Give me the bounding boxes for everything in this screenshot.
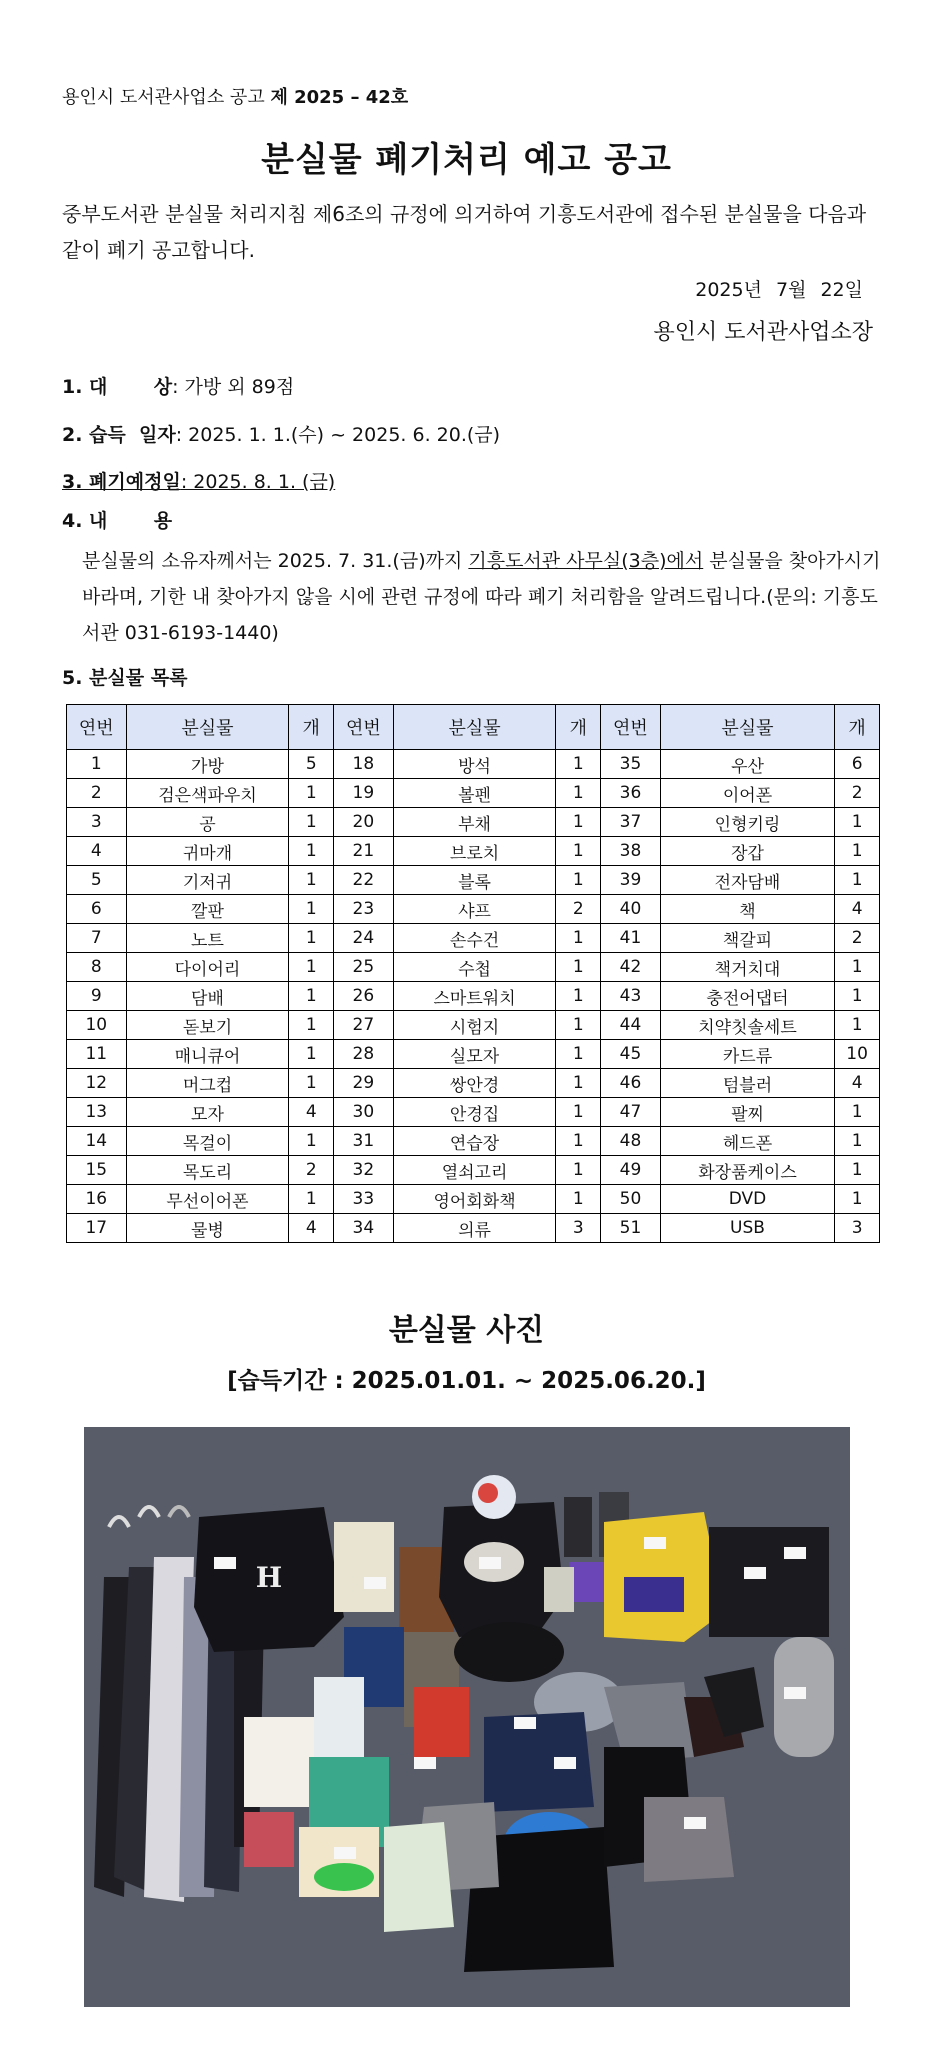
content-text	[82, 543, 882, 651]
table-cell: 28	[334, 1040, 394, 1069]
table-cell: 1	[289, 895, 334, 924]
table-header-row	[67, 705, 880, 750]
table-cell: 기저귀	[126, 866, 289, 895]
item-disposal-label: 3. 폐기예정일	[62, 471, 181, 493]
table-cell: 1	[289, 1185, 334, 1214]
table-cell: 손수건	[393, 924, 556, 953]
lost-items-table	[66, 704, 880, 1243]
table-cell: 1	[835, 1127, 880, 1156]
table-cell: 7	[67, 924, 127, 953]
table-row	[67, 1098, 880, 1127]
photo-section-title: 분실물 사진	[388, 1313, 545, 1348]
item-disposal	[62, 467, 335, 494]
table-cell: 화장품케이스	[660, 1156, 835, 1185]
table-cell: 방석	[393, 750, 556, 779]
table-cell: 1	[556, 1011, 601, 1040]
table-cell: 27	[334, 1011, 394, 1040]
table-cell: 책	[660, 895, 835, 924]
table-cell: 48	[601, 1127, 661, 1156]
table-row	[67, 866, 880, 895]
table-cell: 귀마개	[126, 837, 289, 866]
header-cell: 개	[289, 705, 334, 750]
table-cell: 1	[556, 953, 601, 982]
table-cell: 40	[601, 895, 661, 924]
black-bag	[194, 1507, 344, 1652]
table-cell: 13	[67, 1098, 127, 1127]
table-cell: 1	[835, 953, 880, 982]
table-cell: 45	[601, 1040, 661, 1069]
table-cell: 30	[334, 1098, 394, 1127]
table-cell: 1	[289, 866, 334, 895]
table-cell: USB	[660, 1214, 835, 1243]
table-cell: 1	[556, 837, 601, 866]
lost-items-photo-illustration	[84, 1427, 850, 2007]
item-acquired-value: : 2025. 1. 1.(수) ~ 2025. 6. 20.(금)	[175, 424, 501, 446]
item-target	[62, 372, 294, 399]
table-cell: 1	[289, 1040, 334, 1069]
table-row	[67, 1214, 880, 1243]
table-cell: 1	[289, 1127, 334, 1156]
table-cell: 1	[835, 1011, 880, 1040]
table-cell: 4	[835, 895, 880, 924]
table-cell: 16	[67, 1185, 127, 1214]
table-cell: 돋보기	[126, 1011, 289, 1040]
table-cell: 32	[334, 1156, 394, 1185]
item-list	[62, 663, 187, 690]
bag-letter: H	[255, 1561, 283, 1594]
table-cell: 충전어댑터	[660, 982, 835, 1011]
table-row	[67, 1156, 880, 1185]
header-cell: 연번	[601, 705, 661, 750]
table-cell: 헤드폰	[660, 1127, 835, 1156]
table-row	[67, 895, 880, 924]
table-cell: 1	[289, 953, 334, 982]
page-title: 분실물 폐기처리 예고 공고	[261, 140, 672, 180]
table-cell: 10	[67, 1011, 127, 1040]
table-cell: 2	[835, 924, 880, 953]
table-cell: 2	[556, 895, 601, 924]
table-cell: 39	[601, 866, 661, 895]
table-cell: 3	[67, 808, 127, 837]
table-cell: 46	[601, 1069, 661, 1098]
table-cell: 11	[67, 1040, 127, 1069]
content-text-1: 분실물의 소유자께서는 2025. 7. 31.(금)까지	[82, 550, 469, 572]
table-cell: 26	[334, 982, 394, 1011]
table-cell: 1	[556, 866, 601, 895]
table-cell: 샤프	[393, 895, 556, 924]
table-cell: 깔판	[126, 895, 289, 924]
table-row	[67, 1011, 880, 1040]
table-cell: 안경집	[393, 1098, 556, 1127]
table-cell: 우산	[660, 750, 835, 779]
table-cell: 21	[334, 837, 394, 866]
table-cell: 쌍안경	[393, 1069, 556, 1098]
table-cell: 담배	[126, 982, 289, 1011]
table-cell: 50	[601, 1185, 661, 1214]
table-cell: 41	[601, 924, 661, 953]
table-cell: 장갑	[660, 837, 835, 866]
table-cell: 머그컵	[126, 1069, 289, 1098]
table-cell: 1	[556, 1127, 601, 1156]
table-cell: 1	[835, 1185, 880, 1214]
table-cell: 인형키링	[660, 808, 835, 837]
table-cell: 18	[334, 750, 394, 779]
table-row	[67, 1185, 880, 1214]
table-cell: 실모자	[393, 1040, 556, 1069]
table-cell: 34	[334, 1214, 394, 1243]
table-cell: DVD	[660, 1185, 835, 1214]
header-cell: 분실물	[660, 705, 835, 750]
table-cell: 38	[601, 837, 661, 866]
item-acquired	[62, 420, 500, 447]
table-cell: 1	[289, 779, 334, 808]
table-cell: 31	[334, 1127, 394, 1156]
table-cell: 이어폰	[660, 779, 835, 808]
item-content-label: 4. 내 용	[62, 510, 173, 532]
table-cell: 카드류	[660, 1040, 835, 1069]
table-cell: 35	[601, 750, 661, 779]
table-cell: 시험지	[393, 1011, 556, 1040]
table-cell: 1	[289, 837, 334, 866]
content-text-2: 분실물을 찾아가시기 바라며, 기한 내 찾아가지 않을 시에 관련 규정에 따라 폐기 처리함을 알려드립니다.(문의: 기흥도서관 031-6193-1440)	[82, 550, 881, 644]
table-cell: 치약칫솔세트	[660, 1011, 835, 1040]
table-cell: 수첩	[393, 953, 556, 982]
table-row	[67, 1040, 880, 1069]
table-cell: 1	[289, 1011, 334, 1040]
table-cell: 공	[126, 808, 289, 837]
table-cell: 1	[835, 1156, 880, 1185]
table-cell: 책거치대	[660, 953, 835, 982]
table-cell: 무선이어폰	[126, 1185, 289, 1214]
table-cell: 1	[289, 808, 334, 837]
table-cell: 19	[334, 779, 394, 808]
content-office-link: 기흥도서관 사무실(3층)에서	[468, 550, 704, 572]
intro-text: 중부도서관 분실물 처리지침 제6조의 규정에 의거하여 기흥도서관에 접수된 분실물을 다음과 같이 폐기 공고합니다.	[62, 202, 867, 262]
table-row	[67, 779, 880, 808]
header-cell: 개	[835, 705, 880, 750]
table-cell: 4	[67, 837, 127, 866]
table-cell: 6	[67, 895, 127, 924]
table-cell: 블록	[393, 866, 556, 895]
table-cell: 2	[67, 779, 127, 808]
table-cell: 가방	[126, 750, 289, 779]
table-row	[67, 1069, 880, 1098]
table-cell: 44	[601, 1011, 661, 1040]
table-cell: 9	[67, 982, 127, 1011]
table-cell: 10	[835, 1040, 880, 1069]
header-cell: 연번	[334, 705, 394, 750]
table-cell: 3	[556, 1214, 601, 1243]
table-cell: 1	[556, 924, 601, 953]
table-cell: 매니큐어	[126, 1040, 289, 1069]
table-cell: 6	[835, 750, 880, 779]
table-cell: 47	[601, 1098, 661, 1127]
table-cell: 볼펜	[393, 779, 556, 808]
table-cell: 책갈피	[660, 924, 835, 953]
table-cell: 4	[289, 1098, 334, 1127]
table-cell: 51	[601, 1214, 661, 1243]
notice-number	[62, 83, 408, 109]
table-cell: 1	[289, 924, 334, 953]
table-row	[67, 837, 880, 866]
item-target-label: 1. 대 상	[62, 376, 173, 398]
table-cell: 전자담배	[660, 866, 835, 895]
table-cell: 열쇠고리	[393, 1156, 556, 1185]
table-cell: 5	[289, 750, 334, 779]
table-cell: 검은색파우치	[126, 779, 289, 808]
lost-items-photo	[84, 1427, 850, 2007]
table-cell: 1	[556, 779, 601, 808]
table-cell: 1	[556, 808, 601, 837]
table-cell: 1	[289, 982, 334, 1011]
table-cell: 43	[601, 982, 661, 1011]
table-row	[67, 808, 880, 837]
table-cell: 연습장	[393, 1127, 556, 1156]
table-cell: 부채	[393, 808, 556, 837]
table-cell: 팔찌	[660, 1098, 835, 1127]
table-cell: 24	[334, 924, 394, 953]
table-cell: 1	[835, 866, 880, 895]
table-row	[67, 953, 880, 982]
table-cell: 모자	[126, 1098, 289, 1127]
header-cell: 분실물	[126, 705, 289, 750]
table-row	[67, 750, 880, 779]
table-cell: 브로치	[393, 837, 556, 866]
table-cell: 15	[67, 1156, 127, 1185]
table-row	[67, 924, 880, 953]
table-cell: 12	[67, 1069, 127, 1098]
table-cell: 목도리	[126, 1156, 289, 1185]
issuer: 용인시 도서관사업소장	[653, 320, 873, 345]
item-disposal-value: : 2025. 8. 1. (금)	[180, 471, 336, 493]
table-cell: 1	[556, 750, 601, 779]
table-cell: 8	[67, 953, 127, 982]
table-cell: 1	[835, 808, 880, 837]
table-cell: 2	[289, 1156, 334, 1185]
item-acquired-label: 2. 습득 일자	[62, 424, 176, 446]
table-cell: 36	[601, 779, 661, 808]
table-cell: 스마트워치	[393, 982, 556, 1011]
table-cell: 37	[601, 808, 661, 837]
table-cell: 1	[835, 1098, 880, 1127]
table-row	[67, 982, 880, 1011]
table-cell: 목걸이	[126, 1127, 289, 1156]
table-cell: 1	[67, 750, 127, 779]
table-cell: 17	[67, 1214, 127, 1243]
table-cell: 다이어리	[126, 953, 289, 982]
table-cell: 1	[556, 1185, 601, 1214]
header-cell: 분실물	[393, 705, 556, 750]
table-cell: 노트	[126, 924, 289, 953]
header-cell: 연번	[67, 705, 127, 750]
table-cell: 물병	[126, 1214, 289, 1243]
table-cell: 3	[835, 1214, 880, 1243]
table-cell: 2	[835, 779, 880, 808]
table-cell: 20	[334, 808, 394, 837]
photo-section-subtitle: [습득기간 : 2025.01.01. ~ 2025.06.20.]	[227, 1368, 706, 1394]
table-cell: 42	[601, 953, 661, 982]
notice-prefix: 용인시 도서관사업소 공고	[62, 87, 265, 108]
table-cell: 1	[556, 1156, 601, 1185]
notice-date: 2025년 7월 22일	[695, 279, 863, 301]
table-cell: 5	[67, 866, 127, 895]
table-cell: 14	[67, 1127, 127, 1156]
item-content	[62, 506, 172, 533]
table-cell: 23	[334, 895, 394, 924]
header-cell: 개	[556, 705, 601, 750]
table-cell: 1	[289, 1069, 334, 1098]
table-cell: 1	[556, 1040, 601, 1069]
table-cell: 1	[556, 982, 601, 1011]
table-cell: 4	[289, 1214, 334, 1243]
table-cell: 33	[334, 1185, 394, 1214]
item-target-value: : 가방 외 89점	[172, 376, 295, 398]
table-cell: 22	[334, 866, 394, 895]
table-cell: 1	[835, 982, 880, 1011]
table-cell: 영어회화책	[393, 1185, 556, 1214]
table-cell: 49	[601, 1156, 661, 1185]
table-cell: 1	[835, 837, 880, 866]
table-cell: 4	[835, 1069, 880, 1098]
table-cell: 텀블러	[660, 1069, 835, 1098]
notice-number-value: 제 2025 – 42호	[270, 87, 409, 108]
table-cell: 1	[556, 1069, 601, 1098]
item-list-label: 5. 분실물 목록	[62, 667, 188, 689]
table-cell: 의류	[393, 1214, 556, 1243]
table-cell: 1	[556, 1098, 601, 1127]
table-cell: 25	[334, 953, 394, 982]
table-row	[67, 1127, 880, 1156]
table-cell: 29	[334, 1069, 394, 1098]
